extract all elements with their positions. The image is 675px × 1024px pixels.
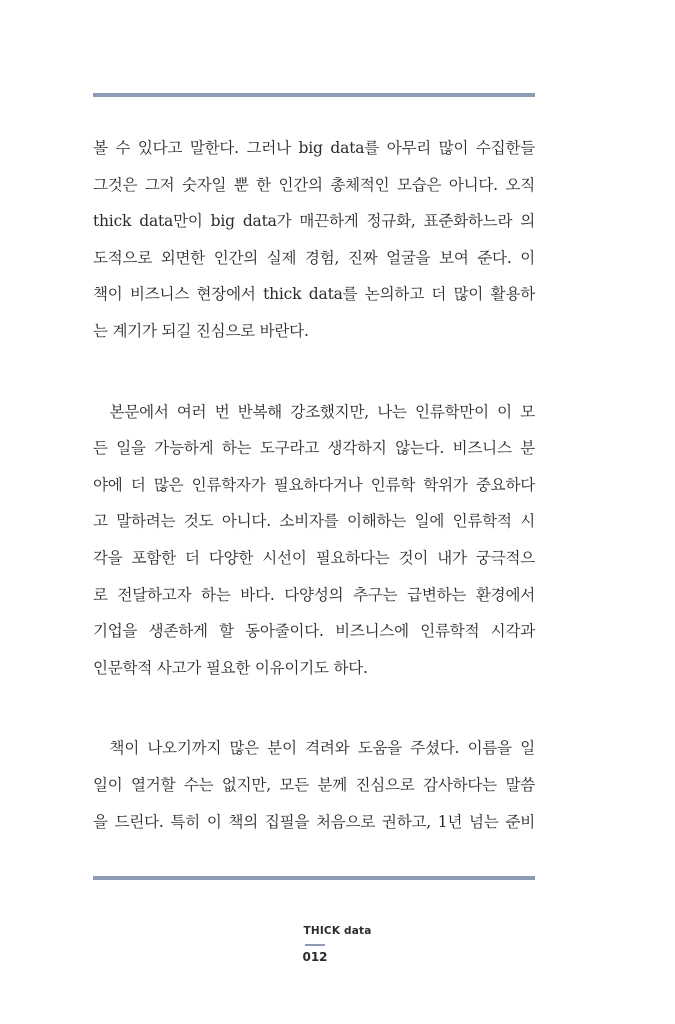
body-text: [93, 130, 535, 840]
text-line: 그것은 그저 숫자일 뿐 한 인간의 총체적인 모습은 아니다. 오직: [93, 175, 535, 194]
text-line: 책이 나오기까지 많은 분이 격려와 도움을 주셨다. 이름을 일: [93, 739, 535, 758]
paragraph-3: [93, 730, 535, 840]
running-footer-title: THICK data: [303, 925, 372, 937]
text-line: 로 전달하고자 하는 바다. 다양성의 추구는 급변하는 환경에서: [93, 585, 535, 604]
paragraph-2: [93, 394, 535, 687]
text-line: 을 드린다. 특히 이 책의 집필을 처음으로 권하고, 1년 넘는 준비: [93, 812, 535, 831]
text-line: 기업을 생존하게 할 동아줄이다. 비즈니스에 인류학적 시각과: [93, 622, 535, 641]
paragraph-1: [93, 130, 535, 350]
footer-divider: [305, 944, 325, 946]
top-rule: [93, 93, 535, 97]
text-line: 든 일을 가능하게 하는 도구라고 생각하지 않는다. 비즈니스 분: [93, 439, 535, 458]
text-line: 는 계기가 되길 진심으로 바란다.: [93, 321, 309, 340]
text-line: 고 말하려는 것도 아니다. 소비자를 이해하는 일에 인류학적 시: [93, 512, 535, 531]
text-line: 본문에서 여러 번 반복해 강조했지만, 나는 인류학만이 이 모: [93, 402, 535, 421]
text-line: 볼 수 있다고 말한다. 그러나 big data를 아무리 많이 수집한들: [93, 139, 535, 157]
text-line: 도적으로 외면한 인간의 실제 경험, 진짜 얼굴을 보여 준다. 이: [93, 248, 535, 267]
text-line: 일이 열거할 수는 없지만, 모든 분께 진심으로 감사하다는 말씀: [93, 775, 535, 794]
bottom-rule: [93, 876, 535, 880]
text-line: thick data만이 big data가 매끈하게 정규화, 표준화하느라 의: [93, 212, 535, 231]
text-line: 각을 포함한 더 다양한 시선이 필요하다는 것이 내가 궁극적으: [93, 548, 535, 567]
page-number: 012: [302, 950, 328, 964]
text-line: 인문학적 사고가 필요한 이유이기도 하다.: [93, 658, 368, 677]
text-line: 책이 비즈니스 현장에서 thick data를 논의하고 더 많이 활용하: [93, 285, 535, 304]
text-line: 야에 더 많은 인류학자가 필요하다거나 인류학 학위가 중요하다: [93, 475, 535, 494]
